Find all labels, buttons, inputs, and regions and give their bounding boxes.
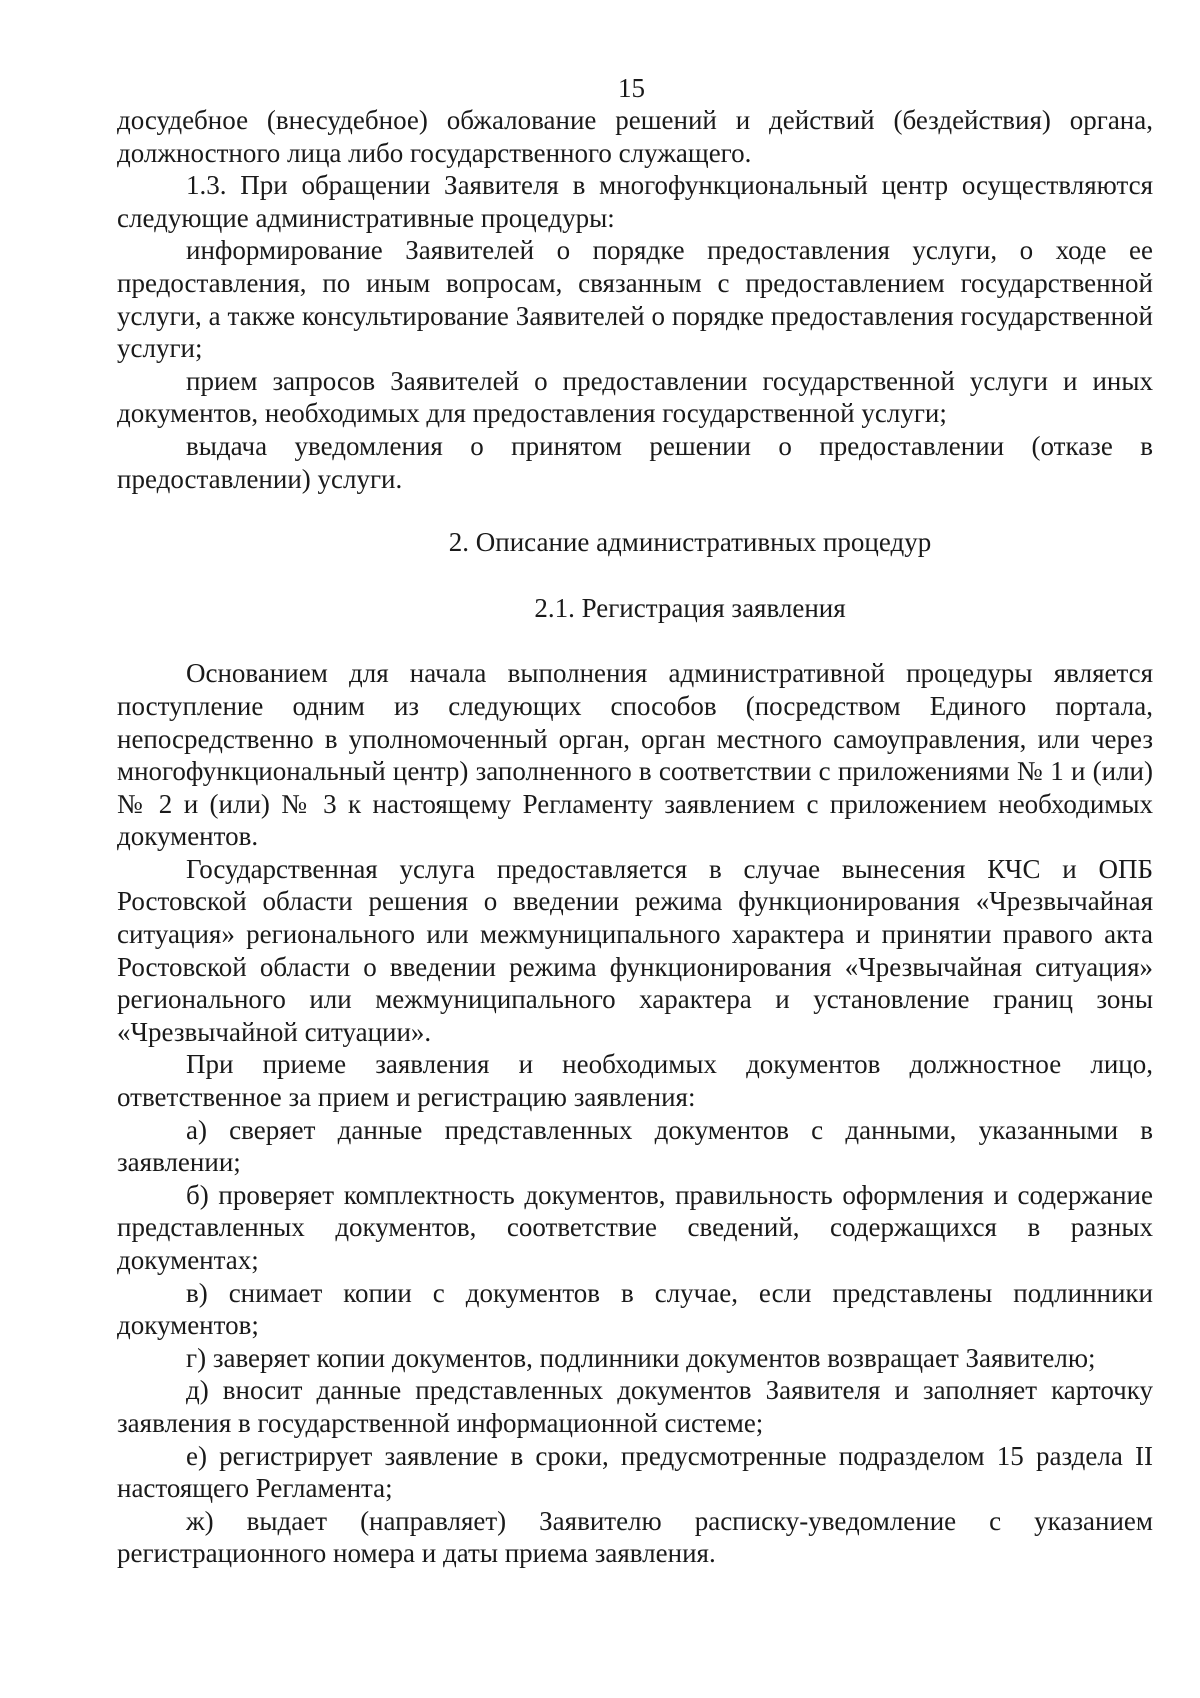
spacer bbox=[117, 624, 1153, 657]
list-item-b: б) проверяет комплектность документов, правильность оформления и содержание представленных документов, соответствие сведений, содержащихся в разных документах; bbox=[117, 1179, 1153, 1275]
spacer bbox=[117, 495, 1153, 526]
paragraph-service-conditions: Государственная услуга предоставляется в случае вынесения КЧС и ОПБ Ростовской области решения о введении режима функционирования «Чрезвычайная ситуация» регионального или межмуниципального характера и принятии правого акта Ростовской области о введении режима функционирования «Чрезвычайная ситуация» регионального или межмуниципального характера и установление границ зоны «Чрезвычайной ситуации». bbox=[117, 853, 1153, 1047]
paragraph-official-duties: При приеме заявления и необходимых документов должностное лицо, ответственное за прием и регистрацию заявления: bbox=[117, 1049, 1153, 1113]
list-item-a: а) сверяет данные представленных документов с данными, указанными в заявлении; bbox=[117, 1114, 1153, 1178]
paragraph-mfc-procedures: 1.3. При обращении Заявителя в многофункциональный центр осуществляются следующие административные процедуры: bbox=[117, 170, 1153, 233]
paragraph-request-intake: прием запросов Заявителей о предоставлении государственной услуги и иных документов, необходимых для предоставления государственной услуги; bbox=[117, 365, 1153, 429]
paragraph-grounds: Основанием для начала выполнения административной процедуры является поступление одним из следующих способов (посредством Единого портала, непосредственно в уполномоченный орган, орган местного самоуправления, или через многофункциональный центр) заполненного в соответствии с приложениями № 1 и (или) № 2 и (или) № 3 к настоящему Регламенту заявлением с приложением необходимых документов. bbox=[117, 658, 1153, 852]
list-item-g: ж) выдает (направляет) Заявителю расписку-уведомление с указанием регистрационного номера и даты приема заявления. bbox=[117, 1505, 1153, 1569]
spacer bbox=[117, 559, 1153, 592]
list-item-d: г) заверяет копии документов, подлинники документов возвращает Заявителю; bbox=[186, 1342, 1096, 1373]
paragraph-appeal-continuation: досудебное (внесудебное) обжалование решений и действий (бездействия) органа, должностного лица либо государственного служащего. bbox=[117, 105, 1153, 168]
paragraph-informing: информирование Заявителей о порядке предоставления услуги, о ходе ее предоставления, по иным вопросам, связанным с предоставлением государственной услуги, а также консультирование Заявителей о порядке предоставления государственной услуги; bbox=[117, 235, 1153, 364]
document-body bbox=[117, 104, 1153, 1570]
subsection-heading: 2.1. Регистрация заявления bbox=[534, 592, 846, 623]
list-item-c: в) снимает копии с документов в случае, если представлены подлинники документов; bbox=[117, 1277, 1153, 1341]
list-item-f: е) регистрирует заявление в сроки, предусмотренные подразделом 15 раздела II настоящего Регламента; bbox=[117, 1440, 1153, 1504]
page-number: 15 bbox=[618, 73, 645, 103]
paragraph-notice-issuance: выдача уведомления о принятом решении о предоставлении (отказе в предоставлении) услуги. bbox=[117, 430, 1153, 494]
list-item-e: д) вносит данные представленных документов Заявителя и заполняет карточку заявления в государственной информационной системе; bbox=[117, 1375, 1153, 1438]
section-heading: 2. Описание административных процедур bbox=[448, 527, 932, 558]
